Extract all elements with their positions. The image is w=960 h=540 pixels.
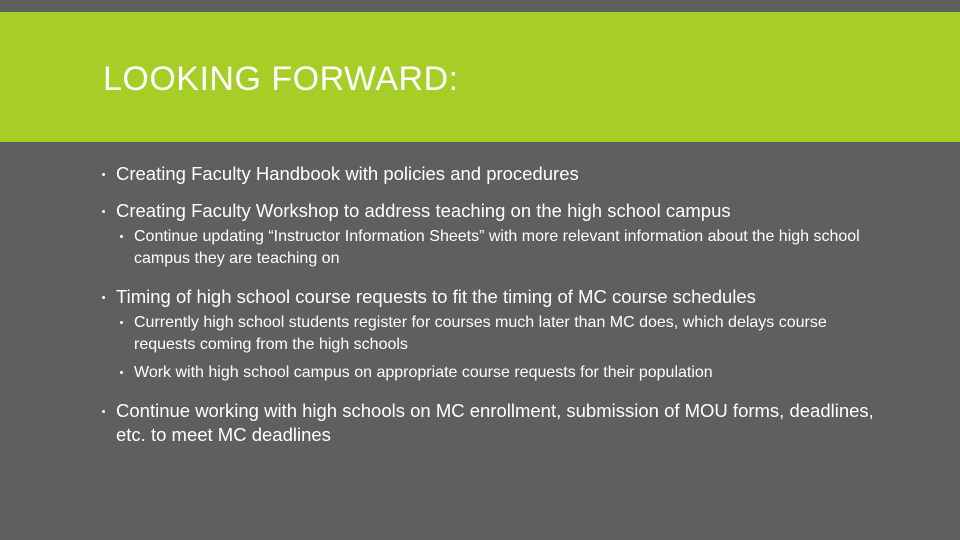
slide-title: LOOKING FORWARD: — [103, 60, 459, 98]
bullet-dot-icon — [102, 296, 105, 299]
sub-bullet-item — [118, 362, 880, 384]
bullet-dot-icon — [120, 235, 123, 238]
bullet-item — [100, 162, 880, 186]
bullet-dot-icon — [102, 410, 105, 413]
bullet-text: Continue working with high schools on MC enrollment, submission of MOU forms, deadlines, etc. to meet MC deadlines — [116, 400, 874, 445]
sub-bullet-text: Currently high school students register for courses much later than MC does, which delays course requests coming from the high schools — [134, 314, 827, 353]
bullet-dot-icon — [120, 321, 123, 324]
top-strip — [0, 0, 960, 12]
bullet-dot-icon — [120, 371, 123, 374]
sub-bullet-text: Work with high school campus on appropriate course requests for their population — [134, 364, 713, 381]
slide-content — [100, 162, 880, 447]
bullet-dot-icon — [102, 173, 105, 176]
bullet-item — [100, 285, 880, 309]
sub-bullet-item — [118, 312, 880, 356]
bullet-dot-icon — [102, 210, 105, 213]
bullet-item — [100, 199, 880, 223]
bullet-item — [100, 399, 880, 447]
bullet-text: Timing of high school course requests to fit the timing of MC course schedules — [116, 286, 756, 307]
sub-bullet-text: Continue updating “Instructor Information Sheets” with more relevant information about the high school campus they are teaching on — [134, 228, 860, 267]
sub-bullet-item — [118, 226, 880, 270]
bullet-text: Creating Faculty Handbook with policies and procedures — [116, 163, 579, 184]
bullet-text: Creating Faculty Workshop to address teaching on the high school campus — [116, 200, 731, 221]
